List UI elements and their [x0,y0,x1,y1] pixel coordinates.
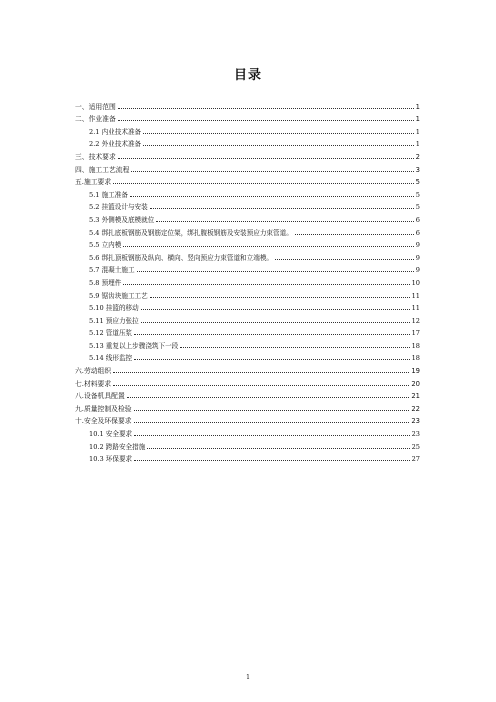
toc-entry[interactable] [75,325,420,338]
toc-entry-page: 2 [415,152,420,161]
toc-entry-label: 四、施工工艺流程 [75,165,130,174]
dot-leader [134,421,410,423]
toc-entry[interactable] [75,123,420,136]
toc-entry-label: 5.4 绑扎底板钢筋及钢筋定位架，绑扎腹板钢筋及安装预应力束管道。 [89,228,293,237]
toc-entry-label: 5.11 预应力张拉 [89,316,139,325]
toc-entry-label: 5.13 重复以上步骤浇筑下一段 [89,341,179,350]
toc-entry-page: 17 [411,329,420,338]
toc-entry-label: 六.劳动组织 [75,367,112,376]
toc-entry-label: 5.12 管道压浆 [89,329,133,338]
toc-entry-page: 9 [415,266,420,275]
toc-entry[interactable] [75,161,420,174]
dot-leader [130,195,414,197]
toc-entry-label: 10.3 环保要求 [89,455,133,464]
toc-entry-page: 11 [411,291,420,300]
dot-leader [113,371,409,373]
toc-entry[interactable] [75,300,420,313]
toc-entry-label: 五.施工要求 [75,178,112,187]
toc-entry-label: 九.质量控制及检验 [75,404,132,413]
dot-leader [141,308,410,310]
toc-entry[interactable] [75,199,420,212]
dot-leader [134,409,410,411]
toc-entry-label: 5.3 外侧模及底模就位 [89,215,155,224]
toc-entry[interactable] [75,274,420,287]
toc-entry[interactable] [75,237,420,250]
toc-entry[interactable] [75,287,420,300]
document-title: 目录 [233,68,262,83]
dot-leader [118,157,414,159]
dot-leader [141,321,410,323]
toc-entry-page: 10 [411,278,420,287]
toc-entry-label: 5.5 立内模 [89,241,122,250]
toc-entry-page: 9 [415,241,420,250]
toc-entry[interactable] [75,312,420,325]
toc-entry-page: 21 [411,392,420,401]
dot-leader [134,459,409,461]
dot-leader [118,107,414,109]
toc-entry[interactable] [75,186,420,199]
toc-entry[interactable] [75,136,420,149]
toc-entry-label: 5.10 挂篮的移动 [89,304,139,313]
dot-leader [275,258,414,260]
toc-entry[interactable] [75,337,420,350]
toc-entry-page: 1 [415,140,420,149]
dot-leader [118,119,414,121]
toc-entry[interactable] [75,174,420,187]
toc-entry-label: 七.材料要求 [75,379,112,388]
toc-entry-label: 5.14 线形监控 [89,354,133,363]
toc-entry-page: 3 [415,165,420,174]
toc-entry-label: 5.9 锯齿块施工工艺 [89,291,148,300]
toc-entry-label: 10.2 跨路安全措施 [89,442,146,451]
toc-entry-page: 1 [415,102,420,111]
toc-entry-page: 6 [415,215,420,224]
toc-entry-label: 二、作业准备 [75,115,116,124]
dot-leader [123,245,413,247]
toc-entry-page: 18 [411,341,420,350]
toc-entry-label: 2.1 内业技术准备 [89,127,142,136]
toc-entry[interactable] [75,211,420,224]
dot-leader [123,283,409,285]
toc-entry-page: 1 [415,127,420,136]
toc-entry[interactable] [75,224,420,237]
toc-entry-label: 5.8 预埋件 [89,278,122,287]
toc-entry-page: 23 [411,430,420,439]
toc-entry-page: 19 [411,367,420,376]
toc-entry-label: 八.设备机具配置 [75,392,125,401]
toc-entry[interactable] [75,111,420,124]
dot-leader [113,384,409,386]
toc-entry-label: 5.1 施工准备 [89,190,128,199]
dot-leader [134,434,409,436]
toc-entry-page: 20 [411,379,420,388]
dot-leader [295,233,414,235]
toc-entry-page: 23 [411,417,420,426]
page-number: 1 [246,674,250,681]
toc-entry[interactable] [75,375,420,388]
toc-entry-page: 22 [411,404,420,413]
dot-leader [113,182,414,184]
toc-entry-page: 27 [411,455,420,464]
toc-entry[interactable] [75,451,420,464]
toc-entry-label: 5.6 绑扎顶板钢筋及纵向、横向、竖向预应力束管道和立端模。 [89,253,274,262]
toc-entry-label: 一、适用范围 [75,102,116,111]
toc-entry-page: 5 [415,203,420,212]
toc-entry[interactable] [75,98,420,111]
toc-entry[interactable] [75,425,420,438]
dot-leader [143,132,414,134]
toc-entry-page: 1 [415,115,420,124]
dot-leader [131,170,413,172]
dot-leader [143,144,414,146]
toc-entry[interactable] [75,362,420,375]
toc-entry-page: 6 [415,228,420,237]
toc-entry-label: 十.安全及环保要求 [75,417,132,426]
toc-entry[interactable] [75,148,420,161]
toc-entry[interactable] [75,262,420,275]
dot-leader [150,207,414,209]
dot-leader [127,396,410,398]
toc-entry-label: 10.1 安全要求 [89,430,133,439]
toc-entry-page: 11 [411,304,420,313]
dot-leader [150,296,410,298]
dot-leader [134,333,409,335]
toc-entry[interactable] [75,413,420,426]
toc-entry-page: 5 [415,178,420,187]
toc-entry[interactable] [75,249,420,262]
toc-entry-page: 9 [415,253,420,262]
toc-entry[interactable] [75,350,420,363]
toc-entry-label: 2.2 外业技术准备 [89,140,142,149]
toc-entry-label: 5.2 挂篮设计与安装 [89,203,148,212]
toc-entry-page: 5 [415,190,420,199]
toc-entry-label: 5.7 混凝土施工 [89,266,135,275]
toc-entry[interactable] [75,438,420,451]
dot-leader [147,447,409,449]
toc-entry-page: 18 [411,354,420,363]
toc-entry[interactable] [75,388,420,401]
toc-entry[interactable] [75,400,420,413]
toc-entry-page: 25 [411,442,420,451]
toc-entry-label: 三、技术要求 [75,152,116,161]
dot-leader [137,270,414,272]
dot-leader [134,358,409,360]
dot-leader [156,220,413,222]
toc-entry-page: 12 [411,316,420,325]
table-of-contents [75,98,420,463]
dot-leader [180,346,409,348]
